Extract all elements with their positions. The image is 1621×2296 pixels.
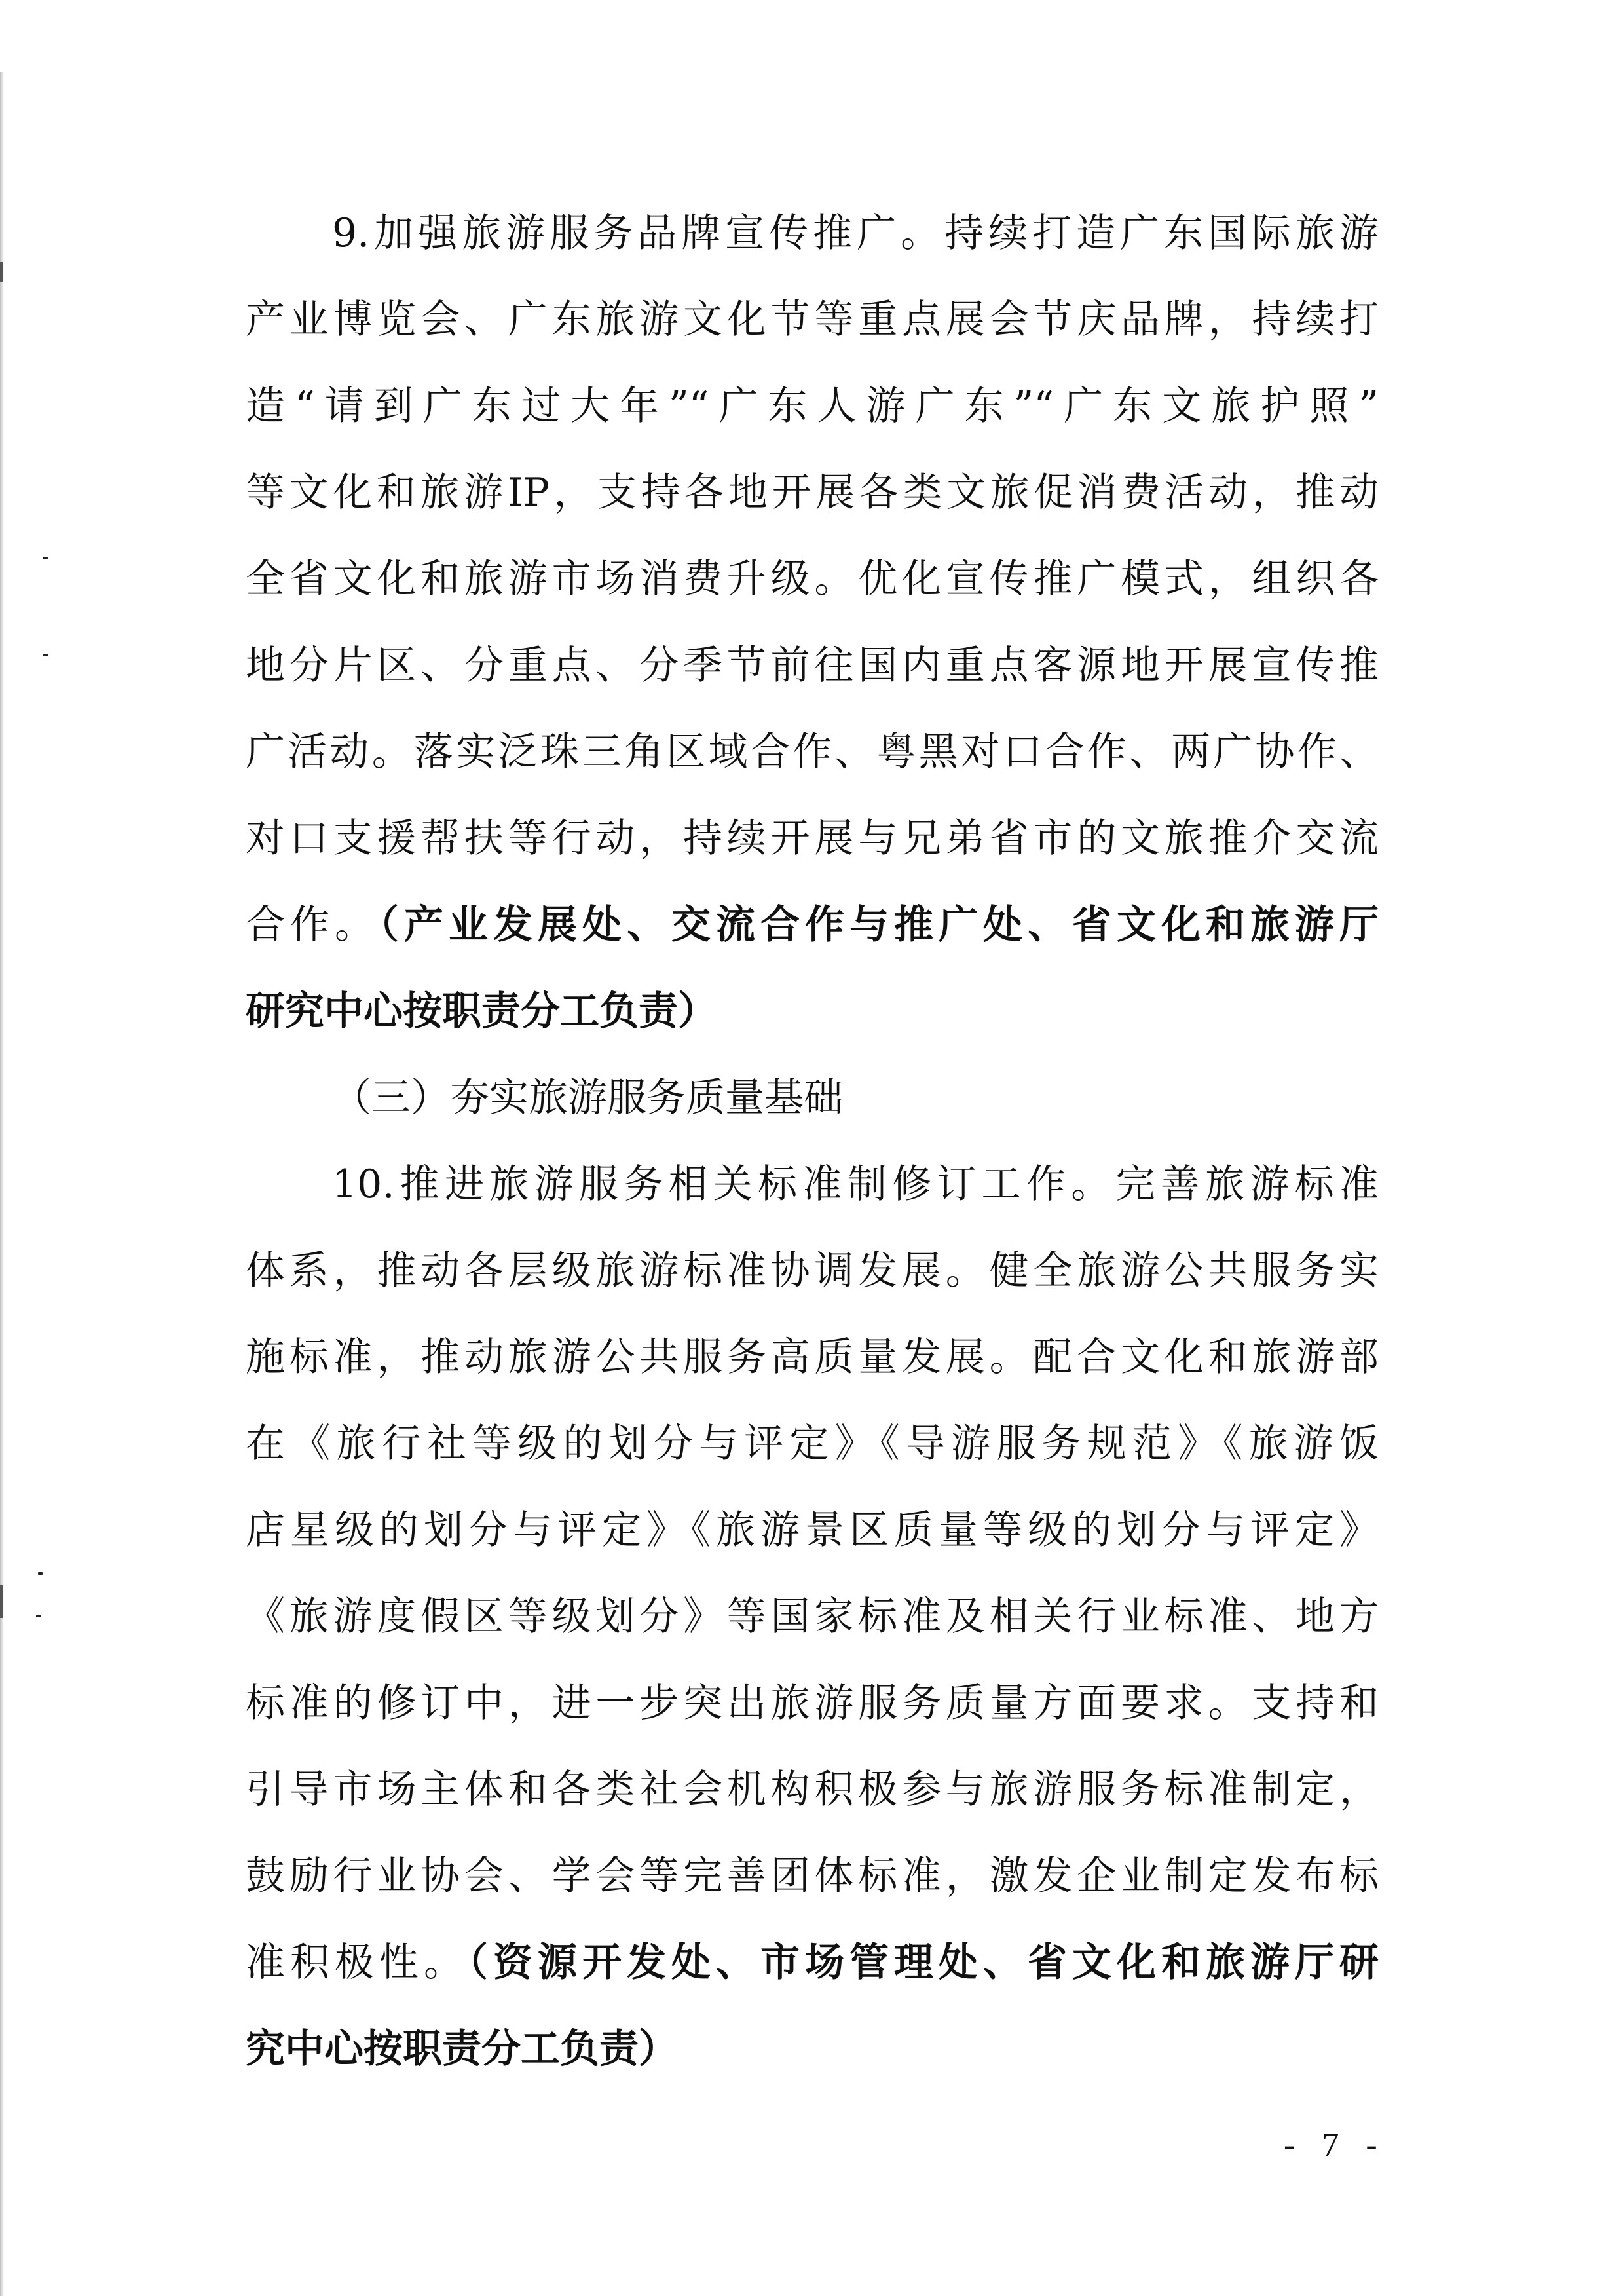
scan-edge-mark xyxy=(0,262,3,282)
text-line: 《旅游度假区等级划分》等国家标准及相关行业标准、地方 xyxy=(246,1594,1379,1640)
text-line: 引导市场主体和各类社会机构积极参与旅游服务标准制定， xyxy=(246,1767,1379,1813)
text-line: 对口支援帮扶等行动，持续开展与兄弟省市的文旅推介交流 xyxy=(246,816,1379,861)
responsible-departments: （资源开发处、市场管理处、省文化和旅游厅研 xyxy=(468,1940,1379,1985)
text-line: 准积极性。（资源开发处、市场管理处、省文化和旅游厅研 xyxy=(246,1940,1379,1985)
text-line: 店星级的划分与评定》《旅游景区质量等级的划分与评定》 xyxy=(246,1507,1379,1553)
text-line: 地分片区、分重点、分季节前往国内重点客源地开展宣传推 xyxy=(246,643,1379,688)
margin-mark xyxy=(43,654,48,656)
margin-mark xyxy=(38,1572,43,1575)
text-line: 合作。（产业发展处、交流合作与推广处、省文化和旅游厅 xyxy=(246,902,1379,948)
paragraph-item-9 xyxy=(246,190,1379,1055)
margin-mark xyxy=(36,1615,41,1617)
text-line: 标准的修订中，进一步突出旅游服务质量方面要求。支持和 xyxy=(246,1680,1379,1726)
scan-edge-mark xyxy=(0,1585,3,1618)
paragraph-item-10 xyxy=(246,1141,1379,2092)
text-line: 产业博览会、广东旅游文化节等重点展会节庆品牌，持续打 xyxy=(246,297,1379,343)
responsible-departments: （产业发展处、交流合作与推广处、省文化和旅游厅 xyxy=(379,902,1379,948)
responsible-departments: 研究中心按职责分工负责） xyxy=(246,988,717,1034)
text-line: 广活动。落实泛珠三角区域合作、粤黑对口合作、两广协作、 xyxy=(246,729,1379,775)
text-line: 施标准，推动旅游公共服务高质量发展。配合文化和旅游部 xyxy=(246,1334,1379,1380)
text-line: 等文化和旅游IP，支持各地开展各类文旅促消费活动，推动 xyxy=(246,470,1379,516)
text-line: 体系，推动各层级旅游标准协调发展。健全旅游公共服务实 xyxy=(246,1248,1379,1294)
text-line: 造“请到广东过大年”“广东人游广东”“广东文旅护照” xyxy=(246,383,1379,429)
text-line: 9.加强旅游服务品牌宣传推广。持续打造广东国际旅游 xyxy=(332,210,1379,256)
text-line: 全省文化和旅游市场消费升级。优化宣传推广模式，组织各 xyxy=(246,556,1379,602)
margin-mark xyxy=(43,557,48,559)
section-heading: （三）夯实旅游服务质量基础 xyxy=(332,1075,843,1121)
document-body xyxy=(246,190,1379,2092)
page-number: - 7 - xyxy=(1284,2126,1387,2164)
scan-edge-shadow xyxy=(0,72,4,2296)
responsible-departments: 究中心按职责分工负责） xyxy=(246,2026,678,2072)
text-line: 10.推进旅游服务相关标准制修订工作。完善旅游标准 xyxy=(332,1161,1379,1207)
text-line: 鼓励行业协会、学会等完善团体标准，激发企业制定发布标 xyxy=(246,1853,1379,1899)
text-line xyxy=(246,2006,1379,2092)
text-line: 在《旅行社等级的划分与评定》《导游服务规范》《旅游饭 xyxy=(246,1421,1379,1467)
text-line xyxy=(246,968,1379,1055)
